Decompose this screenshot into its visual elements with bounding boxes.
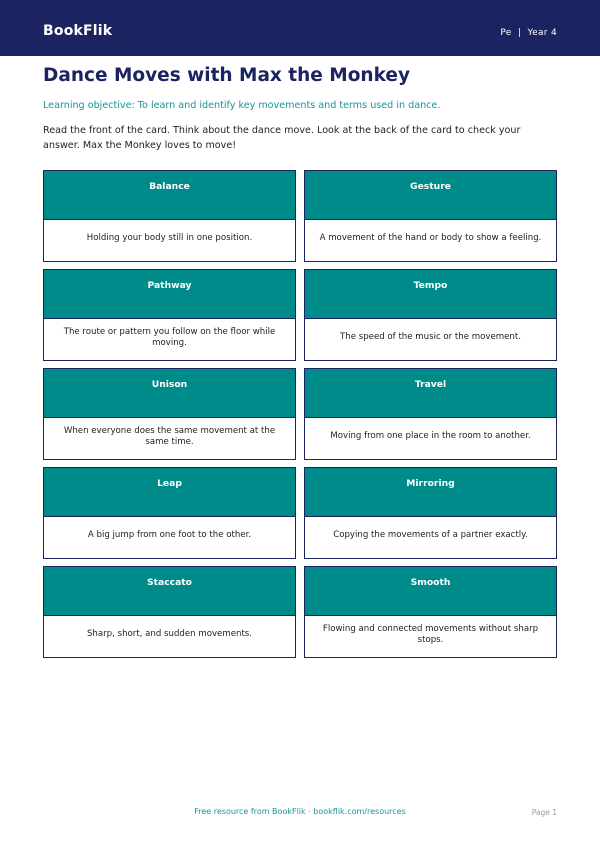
- card-back-definition: Holding your body still in one position.: [86, 233, 253, 243]
- card-front-term: Leap: [44, 468, 295, 517]
- card-back-definition: Sharp, short, and sudden movements.: [86, 629, 253, 639]
- instructions-text: Read the front of the card. Think about the dance move. Look at the back of the card to check your answer. Max the Monkey loves to move!: [43, 125, 521, 151]
- page-title: Dance Moves with Max the Monkey: [43, 65, 411, 86]
- flashcard: [304, 566, 557, 658]
- flashcard: [304, 170, 557, 262]
- card-front-term: Smooth: [305, 567, 556, 616]
- flashcard: [43, 566, 296, 658]
- flashcard: [304, 269, 557, 361]
- card-back-definition: The speed of the music or the movement.: [340, 332, 521, 342]
- learning-objective: Learning objective: To learn and identify key movements and terms used in dance.: [43, 100, 441, 111]
- card-back-definition: A movement of the hand or body to show a feeling.: [319, 233, 542, 243]
- card-back-definition: Copying the movements of a partner exactly.: [333, 530, 528, 540]
- card-front-term: Mirroring: [305, 468, 556, 517]
- flashcard: [43, 467, 296, 559]
- subject-year-label: Pe | Year 4: [500, 28, 557, 38]
- flashcard-grid: [43, 170, 557, 658]
- flashcard: [43, 269, 296, 361]
- card-back-definition: Flowing and connected movements without sharp stops.: [322, 623, 539, 645]
- card-back-definition: Moving from one place in the room to another.: [330, 431, 531, 441]
- header-bar: [0, 0, 600, 56]
- flashcard: [304, 467, 557, 559]
- flashcard: [43, 170, 296, 262]
- flashcard: [43, 368, 296, 460]
- card-front-term: Travel: [305, 369, 556, 418]
- card-front-term: Unison: [44, 369, 295, 418]
- page-number: Page 1: [531, 808, 557, 817]
- card-front-term: Pathway: [44, 270, 295, 319]
- card-front-term: Tempo: [305, 270, 556, 319]
- card-back-definition: When everyone does the same movement at the same time.: [63, 425, 276, 447]
- card-front-term: Balance: [44, 171, 295, 220]
- card-back-definition: The route or pattern you follow on the floor while moving.: [63, 326, 276, 348]
- card-front-term: Gesture: [305, 171, 556, 220]
- flashcard: [304, 368, 557, 460]
- card-back-definition: A big jump from one foot to the other.: [87, 530, 252, 540]
- brand-logo-text: BookFlik: [43, 23, 113, 39]
- card-front-term: Staccato: [44, 567, 295, 616]
- footer-source-link[interactable]: Free resource from BookFlik · bookflik.com/resources: [194, 807, 406, 816]
